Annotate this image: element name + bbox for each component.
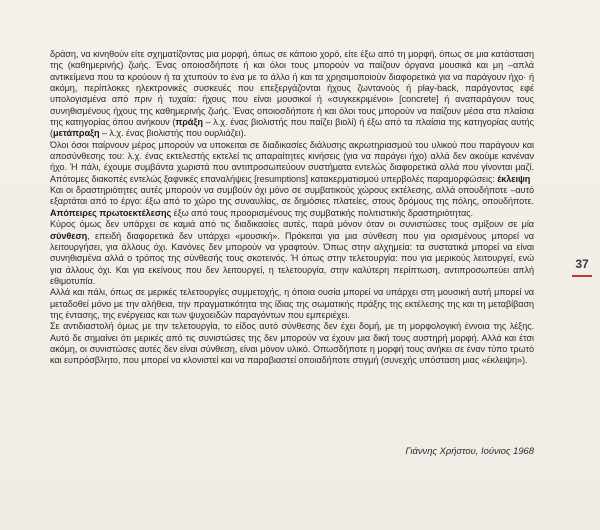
emphasis-term: σύνθεση	[50, 230, 88, 241]
essay-body	[50, 49, 534, 367]
author-signature: Γιάννης Χρήστου, Ιούνιος 1968	[405, 445, 534, 456]
page-number-underline	[572, 275, 592, 277]
paragraph	[50, 219, 534, 287]
paragraph	[50, 321, 534, 366]
emphasis-term: Απόπειρες πρωτοεκτέλεσης	[50, 207, 172, 218]
text-run: – λ.χ. ένας βιολιστής που παίζει βιολί) ή έξω από τα πλαίσια της κατηγορίας αυτής (	[50, 117, 534, 139]
text-run: έξω από τους προορισμένους της συμβατικής πολιτιστικής δραστηριότητας.	[171, 207, 473, 218]
paragraph	[50, 49, 534, 140]
page-number: 37	[575, 257, 589, 271]
text-run: Κύρος όμως δεν υπάρχει σε καμιά από τις διαδικασίες αυτές, παρά μόνον όταν οι συνιστώσες τους σμίξουν σε μία	[50, 219, 534, 230]
paragraph	[50, 287, 534, 321]
text-run: Και οι δραστηριότητες αυτές μπορούν να συμβούν όχι μόνο σε συμβατικούς χώρους εκτέλεσης, αλλά οπουδήποτε –αυτό εξαρτάται από το έργο: έξω από το χώρο της συναυλίας, σε δημόσιες πλατείες, στους δρόμους της πόλης, οπουδήποτε.	[50, 185, 534, 207]
emphasis-term: μετάπραξη	[52, 128, 100, 139]
text-run: Όλοι όσοι παίρνουν μέρος μπορούν να υποκειται σε διαδικασίες διάλυσης ακρωτηριασμού του υλικού που παράγουν και αποσύνθεσης του: λ.χ. ένας εκτελεστής εκτελεί τις απαραίτητες κινήσεις (για να παράγει ήχο) αλλά δεν ακούμε κανέναν ήχο. Ή πάλι, έχουμε συμβάντα χωριστά που αντιπροσωπεύουν συστήματα εντελώς διαφορετικά αλλά που γίνονται μαζί. Απότομες διακοπές εντελώς ξαφνικές επαναλήψεις [resumptions] κατακερματισμού υπερβολές παραμορφώσεις:	[50, 139, 534, 184]
emphasis-term: πράξη	[175, 117, 203, 128]
text-run: Αλλά και πάλι, όπως σε μερικές τελετουργίες συμμετοχής, η όποια ουσία μπορεί να υπάρχει στη μουσική αυτή μπορεί να μεταδοθεί μόνο με την αλήθεια, την πραγματικότητα της ίδιας της σωματικής πράξης της εκτέλεσης της και τη μεταβίβαση της έντασης, της ενέργειας και των ψυχοειδών παραγόντων που εμπεριέχει.	[50, 287, 534, 320]
paragraph	[50, 185, 534, 219]
paragraph	[50, 140, 534, 185]
emphasis-term: έκλειψη	[497, 173, 531, 184]
text-run: Σε αντιδιαστολή όμως με την τελετουργία, το είδος αυτό σύνθεσης δεν έχει δομή, με τη μορφολογική έννοια της λέξης. Αυτό δε σημαίνει ότι μερικές από τις συνιστώσες της δεν μπορούν να έχουν μια δική τους αυστηρή μορφή. Αλλά και έτσι ακόμη, οι συνιστώσες αυτές δεν είναι σύνθεση, είναι μόνον υλικό. Οπωσδήποτε η μορφή τους ανήκει σε έναν τύπο τρωτό και ευπρόσβλητο, που μπορεί να κλονιστεί και να παραβιαστεί οποιαδήποτε στιγμή (συνεχής υπόσταση μιας «έκλειψη»).	[50, 321, 534, 366]
text-run: – λ.χ. ένας βιολιστής που ουρλιάζει).	[99, 128, 247, 139]
text-run: , επειδή διαφορετικά δεν υπάρχει «μουσική». Πρόκειται για μια σύνθεση που για ορισμένους μπορεί να λειτουργήσει, για άλλους όχι. Κανόνες δεν μπορούν να γραφτούν. Όπως στην αλχημεία: τα συστατικά μπορεί να είναι συνηθισμένα αλλά ο τρόπος της σύνθεσής τους σκοτεινός. Ή όπως στην τελετουργία: που για μερικούς λειτουργεί, ενώ για άλλους όχι. Και για εκείνους που δεν λειτουργεί, η τελετουργία, στην καλύτερη περίπτωση, αντιπροσωπεύει απλή εθιμοτυπία.	[50, 230, 534, 286]
text-run: δράση, να κινηθούν είτε σχηματίζοντας μια μορφή, όπως σε κάποιο χορό, είτε έξω από τη μορφή, όπως σε μια κατάσταση της (καθημερινής) ζωής. Ένας οποιοσδήποτε ή και όλοι τους μπορούν να παίζουν όργανα μουσικά και μη –απλά αντικείμενα που τα κρούουν ή τα χτυπούν το ένα με το άλλο ή και τα χρησιμοποιούν διαφορετικά για να παράγουν ήχο· ή ακόμη, περίπλοκες ηλεκτρονικές συσκευές που επεξεργάζονται ήχους ζωντανούς ή play-back, παράγοντας εφέ υπολογισμένα από πριν ή τυχαία: ήχους που είναι μουσικοί ή «συγκεκριμένοι» [concrete] ή αναπαράγουν τους συνηθισμένους ήχους της καθημερινής ζωής. Ένας οποιοσδήποτε ή και όλοι τους μπορούν να παίζουν μέσα στα πλαίσια της κατηγορίας όπου ανήκουν (	[50, 49, 534, 128]
